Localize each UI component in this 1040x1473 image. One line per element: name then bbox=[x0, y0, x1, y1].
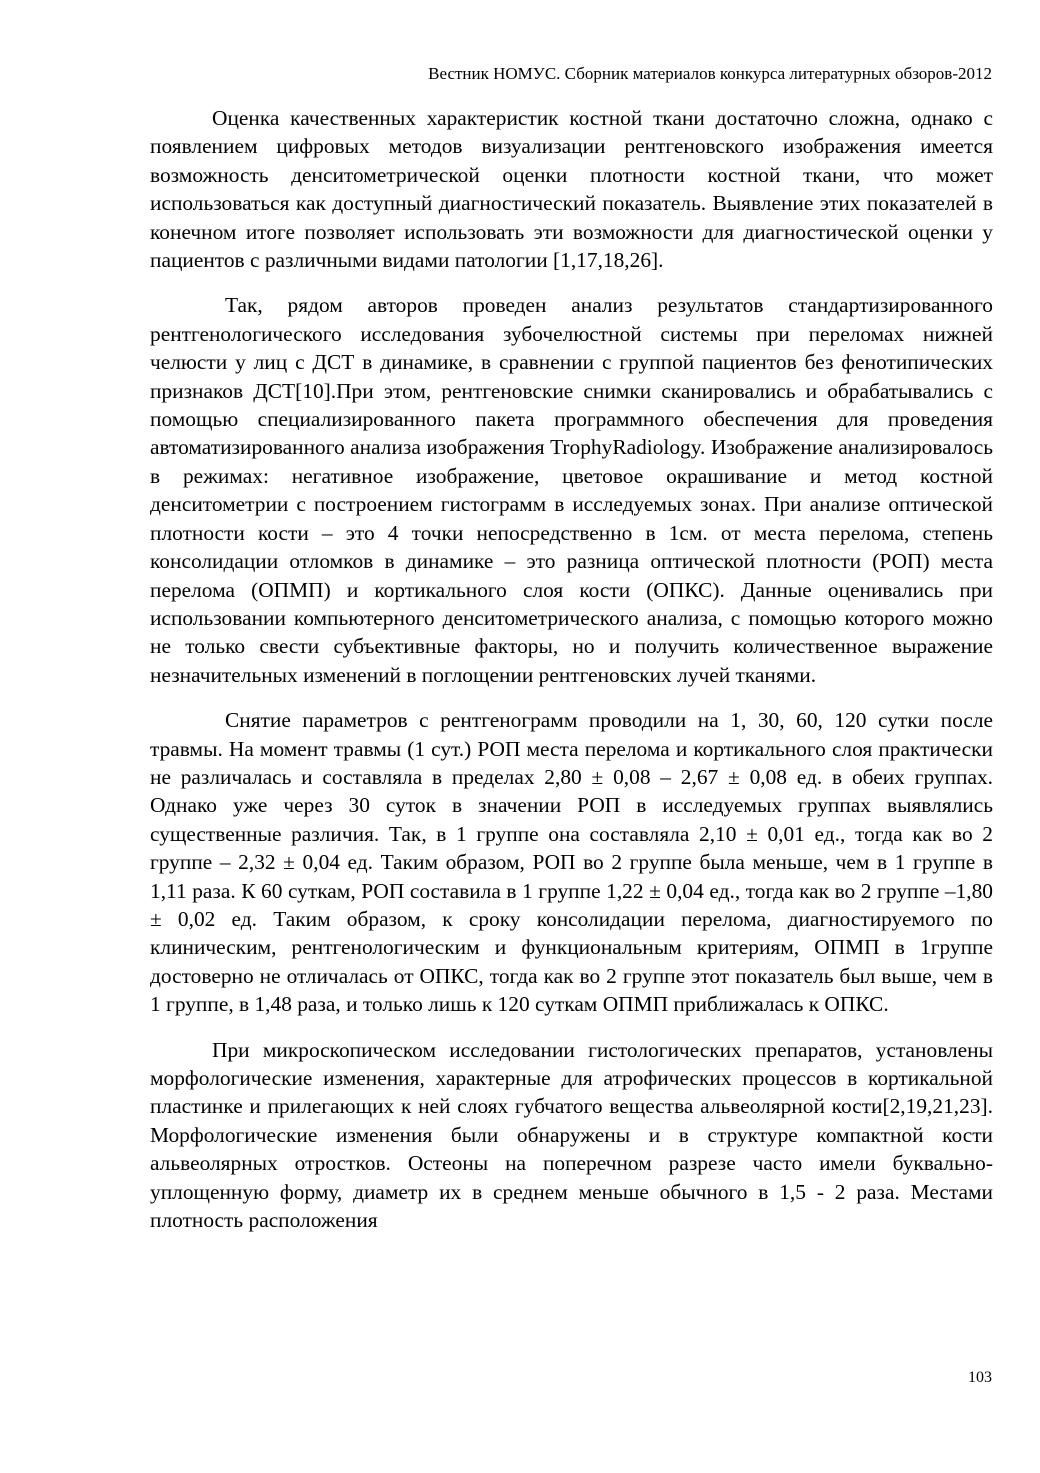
body-text bbox=[150, 104, 993, 1251]
page-number: 103 bbox=[968, 1369, 992, 1386]
paragraph-radiological-study: Так, рядом авторов проведен анализ результатов стандартизированного рентгенологического исследования зубочелюстной системы при переломах нижней челюсти у лиц с ДСТ в динамике, в сравнении с группой пациентов без фенотипических признаков ДСТ[10].При этом, рентгеновские снимки сканировались и обрабатывались с помощью специализированного пакета программного обеспечения для проведения автоматизированного анализа изображения TrophyRadiology. Изображение анализировалось в режимах: негативное изображение, цветовое окрашивание и метод костной денситометрии с построением гистограмм в исследуемых зонах. При анализе оптической плотности кости – это 4 точки непосредственно в 1см. от места перелома, степень консолидации отломков в динамике – это разница оптической плотности (РОП) места перелома (ОПМП) и кортикального слоя кости (ОПКС). Данные оценивались при использовании компьютерного денситометрического анализа, с помощью которого можно не только свести субъективные факторы, но и получить количественное выражение незначительных изменений в поглощении рентгеновских лучей тканями. bbox=[150, 293, 993, 687]
running-header: Вестник НОМУС. Сборник материалов конкурса литературных обзоров-2012 bbox=[428, 64, 992, 83]
paragraph-bone-density-assessment: Оценка качественных характеристик костной ткани достаточно сложна, однако с появлением цифровых методов визуализации рентгеновского изображения имеется возможность денситометрической оценки плотности костной ткани, что может использоваться как доступный диагностический показатель. Выявление этих показателей в конечном итоге позволяет использовать эти возможности для диагностической оценки у пациентов с различными видами патологии [1,17,18,26]. bbox=[150, 106, 993, 273]
paragraph-microscopic-study: При микроскопическом исследовании гистологических препаратов, установлены морфологические изменения, характерные для атрофических процессов в кортикальной пластинке и прилегающих к ней слоях губчатого вещества альвеолярной кости[2,19,21,23]. Морфологические изменения были обнаружены и в структуре компактной кости альвеолярных отростков. Остеоны на поперечном разрезе часто имели буквально-уплощенную форму, диаметр их в среднем меньше обычного в 1,5 - 2 раза. Местами плотность расположения bbox=[150, 1037, 993, 1233]
paragraph-measurement-results: Снятие параметров с рентгенограмм проводили на 1, 30, 60, 120 сутки после травмы. На момент травмы (1 сут.) РОП места перелома и кортикального слоя практически не различалась и составляла в пределах 2,80 ± 0,08 – 2,67 ± 0,08 ед. в обеих группах. Однако уже через 30 суток в значении РОП в исследуемых группах выявлялись существенные различия. Так, в 1 группе она составляла 2,10 ± 0,01 ед., тогда как во 2 группе – 2,32 ± 0,04 ед. Таким образом, РОП во 2 группе была меньше, чем в 1 группе в 1,11 раза. К 60 суткам, РОП составила в 1 группе 1,22 ± 0,04 ед., тогда как во 2 группе –1,80 ± 0,02 ед. Таким образом, к сроку консолидации перелома, диагностируемого по клиническим, рентгенологическим и функциональным критериям, ОПМП в 1группе достоверно не отличалась от ОПКС, тогда как во 2 группе этот показатель был выше, чем в 1 группе, в 1,48 раза, и только лишь к 120 суткам ОПМП приближалась к ОПКС. bbox=[150, 708, 993, 1017]
